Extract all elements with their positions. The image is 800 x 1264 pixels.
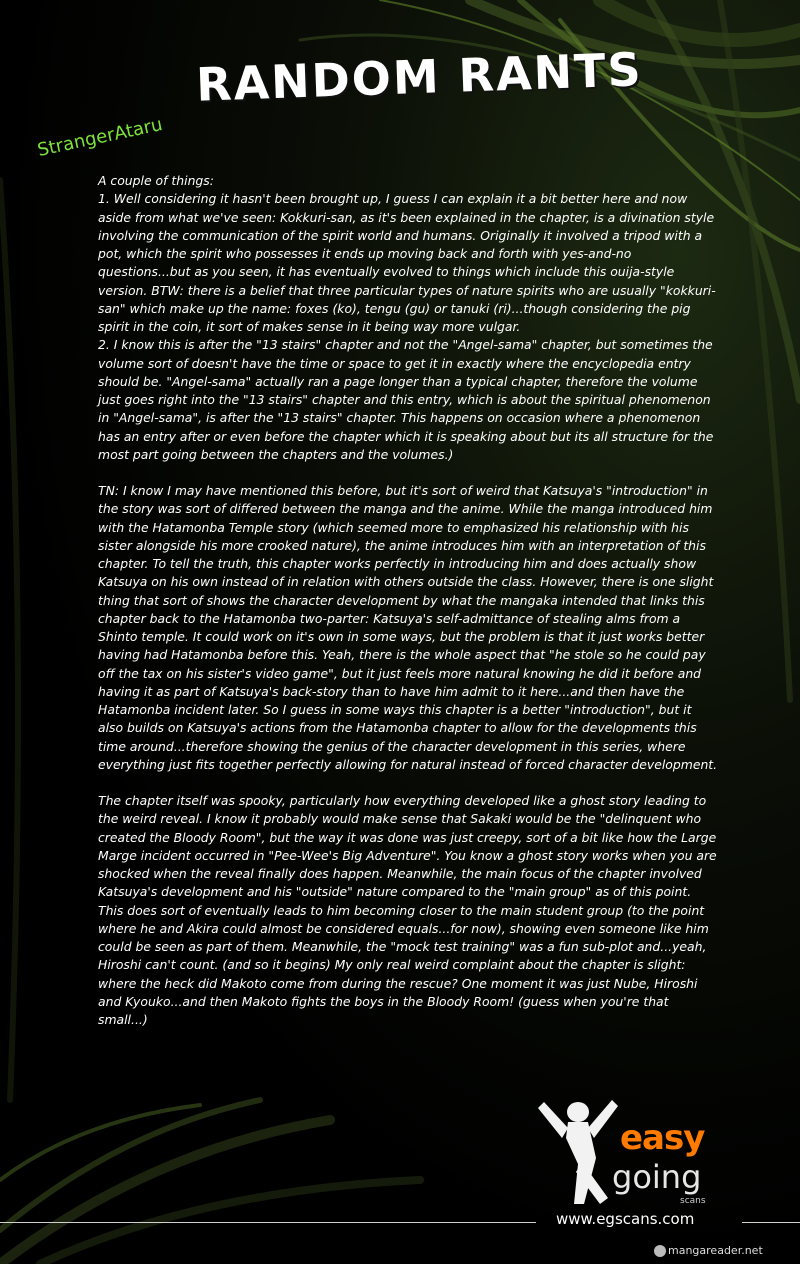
footer-line-left <box>0 1222 536 1223</box>
paragraph-2: TN: I know I may have mentioned this before, but it's sort of weird that Katsuya's "introduction" in the story was sort of differed between the manga and the anime. While the manga introduced him with the Hatamonba Temple story (which seemed more to emphasized his relationship with his sister alongside his more crooked nature), the anime introduces him with an interpretation of this chapter. To tell the truth, this chapter works perfectly in introducing him and does actually show Katsuya on his own instead of in relation with others outside the class. However, there is one slight thing that sort of shows the character development by what the mangaka intended that links this chapter back to the Hatamonba two-parter: Katsuya's self-admittance of stealing alms from a Shinto temple. It could work on it's own in some ways, but the problem is that it just works better having had Hatamonba before this. Yeah, there is the whole aspect that "he stole so he could pay off the tax on his sister's video game", but it just feels more natural knowing he did it before and having it as part of Katsuya's back-story than to have him admit to it here...and then have the Hatamonba incident later. So I guess in some ways this chapter is a better "introduction", but it also builds on Katsuya's actions from the Hatamonba chapter to allow for the developments this time around...therefore showing the genius of the character development in this series, where everything just fits together perfectly allowing for natural instead of forced character development. <box>98 483 718 772</box>
footer-line-right <box>742 1222 800 1223</box>
paragraph-3: The chapter itself was spooky, particularly how everything developed like a ghost story leading to the weird reveal. I know it probably would make sense that Sakaki would be the "delinquent who created the Bloody Room", but the way it was done was just creepy, sort of a bit like how the Large Marge incident occurred in "Pee-Wee's Big Adventure". You know a ghost story works when you are shocked when the reveal finally does happen. Meanwhile, the main focus of the chapter involved Katsuya's development and his "outside" nature compared to the "main group" as of this point. This does sort of eventually leads to him becoming closer to the main student group (to the point where he and Akira could almost be considered equals...for now), showing even someone like him could be seen as part of them. Meanwhile, the "mock test training" was a fun sub-plot and...yeah, Hiroshi can't count. (and so it begins) My only real weird complaint about the chapter is slight: where the heck did Makoto come from during the rescue? One moment it was just Nube, Hiroshi and Kyouko...and then Makoto fights the boys in the Bloody Room! (guess when you're that small...) <box>98 793 717 1027</box>
watermark-logo-icon <box>652 1244 668 1258</box>
rant-text <box>98 172 720 1029</box>
site-url: www.egscans.com <box>556 1210 695 1228</box>
paragraph-1: A couple of things: 1. Well considering it hasn't been brought up, I guess I can explain it a bit better here and now aside from what we've seen: Kokkuri-san, as it's been explained in the chapter, is a divination style involving the communication of the spirit world and humans. Originally it involved a tripod with a pot, which the spirit who possesses it ends up moving back and forth with yes-and-no questions...but as you seen, it has eventually evolved to things which include this ouija-style version. BTW: there is a belief that three particular types of nature spirits who are usually "kokkuri-san" which make up the name: foxes (ko), tengu (gu) or tanuki (ri)...though considering the pig spirit in the coin, it sort of makes sense in it being way more vulgar. 2. I know this is after the "13 stairs" chapter and not the "Angel-sama" chapter, but sometimes the volume sort of doesn't have the time or space to get it in exactly where the encyclopedia entry should be. "Angel-sama" actually ran a page longer than a typical chapter, therefore the volume just goes right into the "13 stairs" chapter and this entry, which is about the spiritual phenomenon in "Angel-sama", is after the "13 stairs" chapter. This happens on occasion where a phenomenon has an entry after or even before the chapter which it is speaking about but its all structure for the most part going between the chapters and the volumes.) <box>98 173 716 462</box>
watermark: mangareader.net <box>668 1244 763 1257</box>
logo-word-easy: easy <box>620 1118 705 1158</box>
logo-word-scans: scans <box>680 1196 706 1206</box>
logo-word-going: going <box>612 1158 702 1196</box>
author-name: StrangerAtaru <box>35 114 165 161</box>
page-title: RANDOM RANTS <box>195 42 644 112</box>
